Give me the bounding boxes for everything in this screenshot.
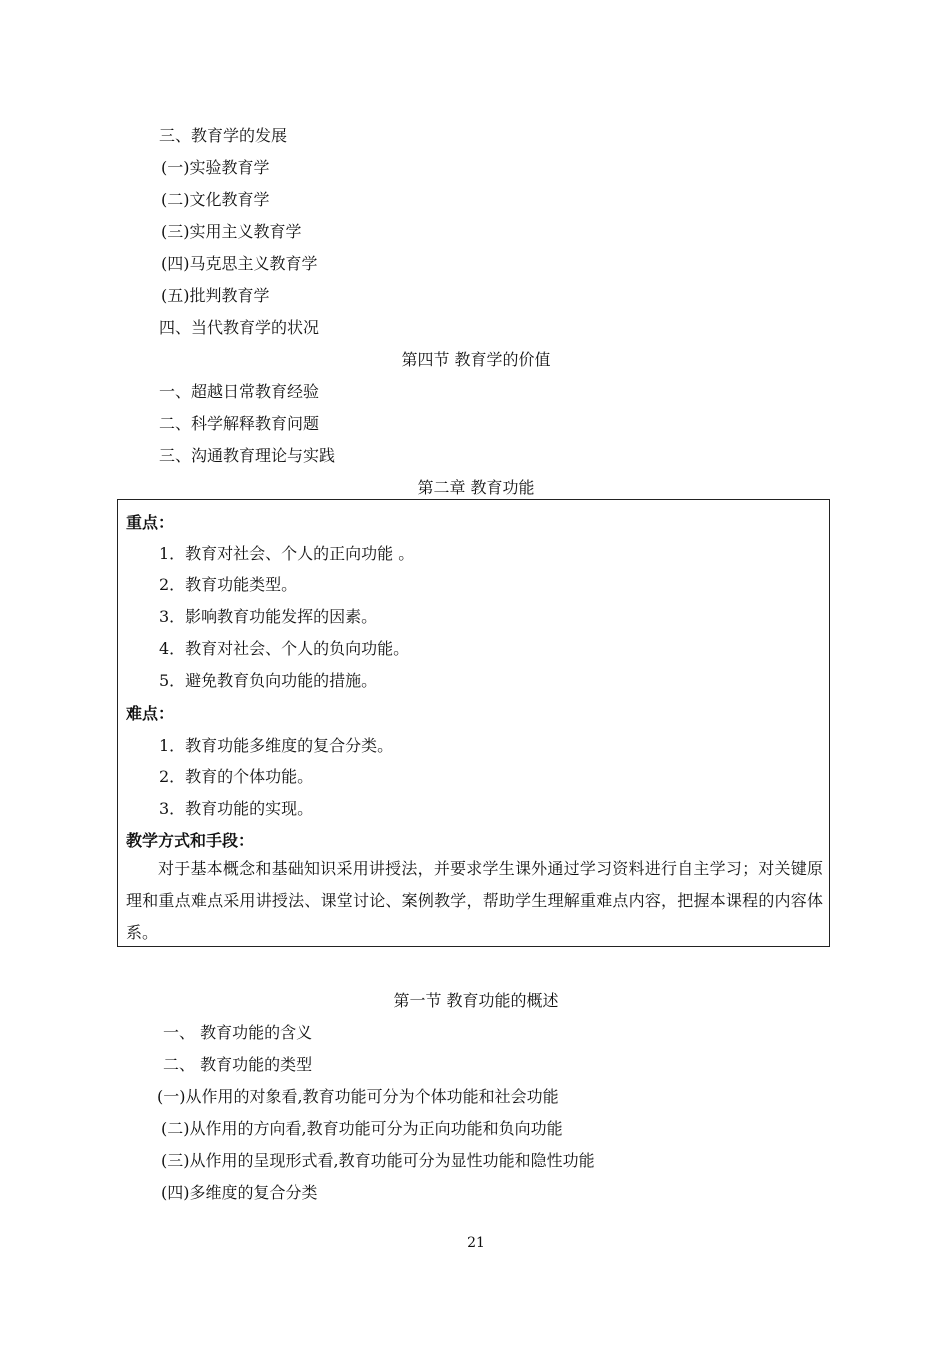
heading-development: 三、教育学的发展 bbox=[159, 126, 288, 145]
key-point-item: 3．影响教育功能发挥的因素。 bbox=[159, 607, 378, 626]
chapter2-title: 第二章 教育功能 bbox=[417, 478, 535, 497]
list-item: (五)批判教育学 bbox=[161, 286, 270, 305]
list-item: (二)从作用的方向看,教育功能可分为正向功能和负向功能 bbox=[161, 1119, 563, 1138]
key-point-item: 4．教育对社会、个人的负向功能。 bbox=[159, 639, 410, 658]
list-item: 二、 教育功能的类型 bbox=[163, 1055, 313, 1074]
list-item: (一)实验教育学 bbox=[161, 158, 270, 177]
list-item: 一、 教育功能的含义 bbox=[163, 1023, 313, 1042]
list-item: (一)从作用的对象看,教育功能可分为个体功能和社会功能 bbox=[157, 1087, 559, 1106]
difficult-point-item: 1．教育功能多维度的复合分类。 bbox=[159, 736, 394, 755]
list-item: (四)马克思主义教育学 bbox=[161, 254, 318, 273]
list-item: (三)从作用的呈现形式看,教育功能可分为显性功能和隐性功能 bbox=[161, 1151, 595, 1170]
list-item: 三、沟通教育理论与实践 bbox=[159, 446, 336, 465]
key-point-item: 5．避免教育负向功能的措施。 bbox=[159, 671, 378, 690]
section1-title: 第一节 教育功能的概述 bbox=[393, 991, 559, 1010]
heading-current-status: 四、当代教育学的状况 bbox=[159, 318, 320, 337]
methods-heading: 教学方式和手段： bbox=[126, 831, 255, 850]
difficult-point-item: 3．教育功能的实现。 bbox=[159, 799, 314, 818]
list-item: 二、科学解释教育问题 bbox=[159, 414, 320, 433]
key-point-item: 2．教育功能类型。 bbox=[159, 575, 298, 594]
section4-title: 第四节 教育学的价值 bbox=[401, 350, 551, 369]
list-item: (三)实用主义教育学 bbox=[161, 222, 302, 241]
difficult-point-item: 2．教育的个体功能。 bbox=[159, 767, 314, 786]
page-number: 21 bbox=[467, 1235, 485, 1251]
list-item: (二)文化教育学 bbox=[161, 190, 270, 209]
difficult-points-heading: 难点： bbox=[126, 704, 175, 723]
chapter-summary-box bbox=[117, 499, 830, 947]
methods-paragraph: 对于基本概念和基础知识采用讲授法，并要求学生课外通过学习资料进行自主学习；对关键原理和重点难点采用讲授法、课堂讨论、案例教学，帮助学生理解重难点内容，把握本课程的内容体系。 bbox=[126, 859, 823, 942]
list-item: 一、超越日常教育经验 bbox=[159, 382, 320, 401]
key-points-heading: 重点： bbox=[126, 513, 175, 532]
list-item: (四)多维度的复合分类 bbox=[161, 1183, 318, 1202]
key-point-item: 1．教育对社会、个人的正向功能 。 bbox=[159, 544, 415, 563]
